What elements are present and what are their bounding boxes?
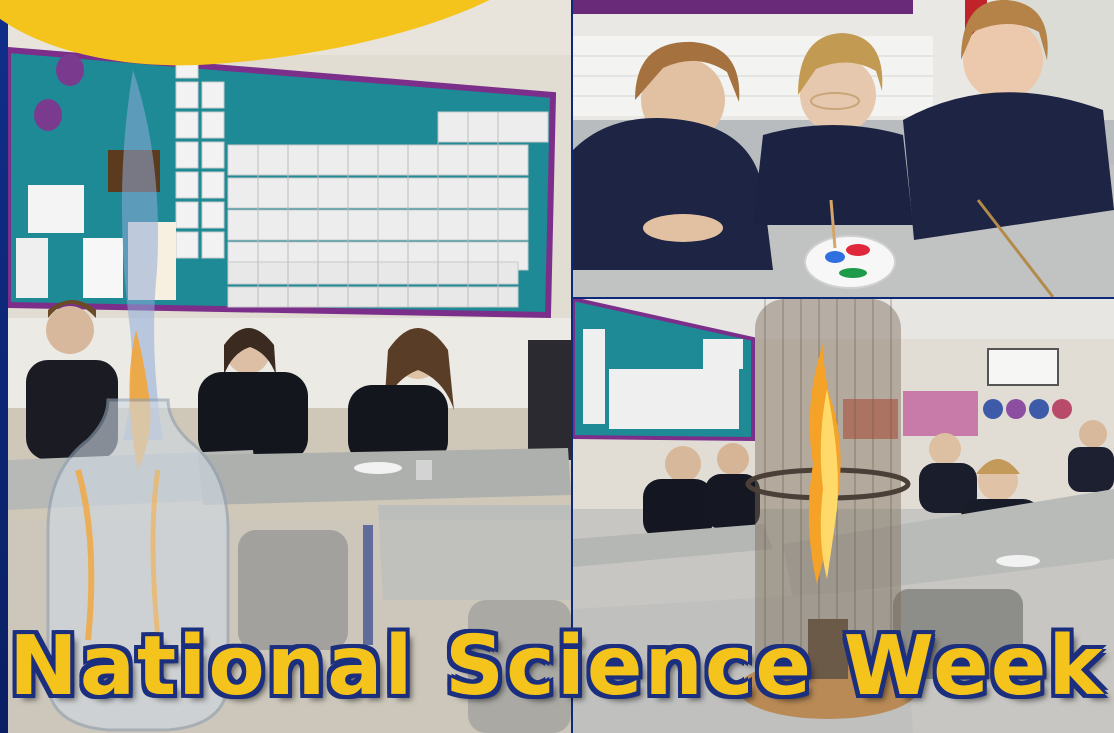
photo-chromatography: [573, 0, 1114, 297]
photo-chromatography-scene: [573, 0, 1114, 297]
page-title: National Science Week: [9, 619, 1105, 714]
